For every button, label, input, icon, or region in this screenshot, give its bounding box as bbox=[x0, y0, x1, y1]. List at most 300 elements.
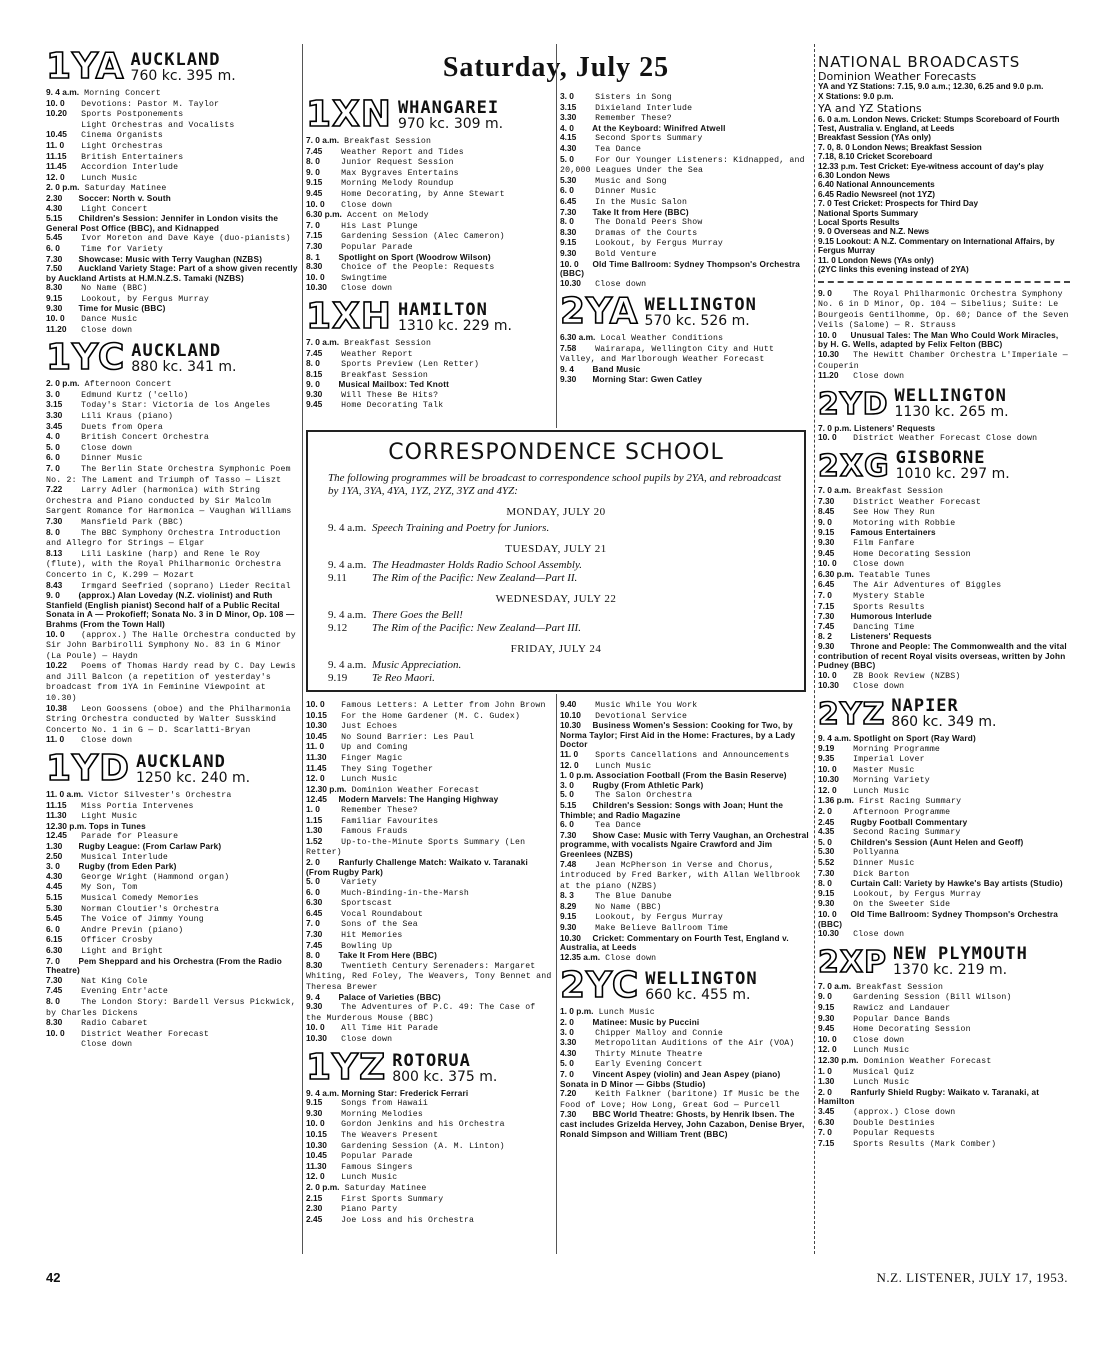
programme-item bbox=[46, 162, 298, 173]
programme-title: Sports Results (Mark Comber) bbox=[848, 1139, 997, 1149]
programme-time: 7. 0 bbox=[306, 219, 320, 230]
programme-time: 11.45 bbox=[46, 161, 67, 172]
programme-title: Close down bbox=[848, 372, 905, 382]
programme-title: Variety bbox=[336, 878, 377, 888]
station-header bbox=[306, 1046, 554, 1088]
programme-title: Show Case: Music with Terry Vaughan, an Orchestral programme, with vocalists Ngaire Crawford and Jim Greenlees (NZBS) bbox=[560, 830, 809, 859]
programme-item bbox=[560, 144, 810, 155]
programme-item bbox=[306, 359, 554, 370]
programme-item bbox=[306, 231, 554, 242]
programme-time: 6.45 bbox=[818, 579, 835, 590]
programme-time: 7.30 bbox=[306, 929, 323, 940]
programme-item bbox=[306, 909, 554, 920]
programme-item bbox=[306, 390, 554, 401]
programme-title: Bowling Up bbox=[336, 941, 393, 951]
programme-title: Popular Parade bbox=[336, 1152, 413, 1162]
programme-title: Throne and People: The Commonwealth and the vital contribution of recent Royal visits overseas, written by John Pudney (BBC) bbox=[818, 641, 1067, 671]
programme-time: 7.30 bbox=[306, 240, 323, 251]
programme-time: 9. 0 bbox=[306, 166, 320, 177]
programme-item bbox=[306, 1130, 554, 1141]
programme-title: Curtain Call: Variety by Hawke's Bay artists (Studio) bbox=[848, 879, 1063, 889]
programme-item bbox=[560, 103, 810, 114]
programme-item bbox=[306, 993, 554, 1003]
programme-title: Take It From Here (BBC) bbox=[336, 951, 438, 961]
programme-item bbox=[818, 1077, 1070, 1088]
programme-title: Spotlight on Sport (Woodrow Wilson) bbox=[336, 252, 491, 262]
programme-item bbox=[560, 249, 810, 260]
programme-time: 5.30 bbox=[560, 174, 577, 185]
programme-time: 7. 0 a.m. bbox=[306, 336, 340, 347]
programme-time: 10.22 bbox=[46, 660, 67, 671]
programme-item bbox=[818, 622, 1070, 633]
station-block bbox=[306, 94, 554, 294]
programme-title: Dixieland Interlude bbox=[590, 103, 693, 113]
national-item: 6.40 National Announcements bbox=[818, 180, 935, 190]
programme-title: Popular Dance Bands bbox=[848, 1014, 951, 1024]
programme-time: 10. 0 bbox=[306, 198, 325, 209]
station-city: WHANGAREI bbox=[397, 98, 500, 118]
programme-item bbox=[306, 189, 554, 200]
programme-time: 12.30 p.m. bbox=[818, 1054, 859, 1065]
station-header bbox=[818, 943, 1070, 980]
programme-title: (approx.) Close down bbox=[848, 1107, 956, 1117]
programme-time: 1.30 bbox=[46, 841, 63, 851]
programme-title: Devotional Service bbox=[590, 711, 688, 721]
programme-item bbox=[306, 210, 554, 221]
programme-title: See How They Run bbox=[848, 508, 935, 518]
programme-time: 5.45 bbox=[46, 913, 63, 924]
programme-title: Lili Laskine (harp) and Rene le Roy (flute), with the Royal Philharmonic Orchestra Concerto in C, K.299 — Mozart bbox=[46, 549, 282, 580]
programme-item bbox=[46, 294, 298, 305]
programme-title: My Son, Tom bbox=[76, 883, 138, 893]
programme-title: His Last Plunge bbox=[336, 221, 418, 231]
programme-time: 11. 0 bbox=[46, 734, 65, 745]
programme-title: Mansfield Park (BBC) bbox=[76, 517, 184, 527]
programme-time: 5.15 bbox=[46, 891, 63, 902]
programme-time: 9. 4 bbox=[560, 364, 574, 375]
programme-item bbox=[306, 253, 554, 263]
programme-title: Close down bbox=[336, 284, 393, 294]
column-rule bbox=[302, 44, 303, 1254]
programme-item bbox=[46, 485, 298, 517]
correspondence-title: CORRESPONDENCE SCHOOL bbox=[388, 440, 724, 465]
programme-item bbox=[306, 200, 554, 211]
programme-title: Modern Marvels: The Hanging Highway bbox=[336, 795, 499, 805]
programme-time: 5.45 bbox=[46, 232, 63, 243]
programme-item bbox=[306, 742, 554, 753]
programme-title: Film Fanfare bbox=[848, 539, 915, 548]
programme-title: Soccer: North v. South bbox=[76, 193, 171, 203]
programme-title: Sports Results bbox=[848, 602, 925, 612]
programme-title: Chipper Malloy and Connie bbox=[590, 1028, 723, 1038]
programme-time: 12. 0 bbox=[306, 773, 325, 784]
programme-item bbox=[560, 934, 810, 953]
programme-time: 7.50 bbox=[46, 263, 63, 274]
programme-item bbox=[818, 1003, 1070, 1014]
station-header bbox=[46, 46, 298, 87]
programme-title: Metropolitan Auditions of the Air (VOA) bbox=[590, 1039, 795, 1049]
programme-item bbox=[818, 858, 1070, 869]
programme-time: 6.30 bbox=[306, 897, 323, 908]
programme-time: 7. 0 a.m. bbox=[306, 135, 340, 145]
programme-title: Close down bbox=[848, 930, 905, 940]
programme-time: 9.15 bbox=[818, 527, 835, 538]
programme-time: 2.30 bbox=[46, 192, 63, 203]
programme-title: Morning Star: Gwen Catley bbox=[590, 374, 703, 384]
programme-time: 3. 0 bbox=[560, 779, 574, 790]
programme-title: Double Destinies bbox=[848, 1118, 935, 1128]
programme-time: 3. 0 bbox=[560, 91, 574, 101]
programme-title: The Hewitt Chamber Orchestra L'Imperiale — Couperin bbox=[818, 351, 1068, 371]
programme-item bbox=[306, 1215, 554, 1226]
programme-title: Spotlight on Sport (Ray Ward) bbox=[851, 733, 976, 743]
programme-item bbox=[46, 852, 298, 863]
programme-item bbox=[818, 744, 1070, 755]
programme-time: 10. 0 bbox=[306, 699, 325, 709]
programme-title: Miss Portia Intervenes bbox=[76, 801, 194, 811]
programme-title: Thirty Minute Theatre bbox=[590, 1049, 703, 1059]
correspondence-item bbox=[328, 609, 784, 622]
programme-item bbox=[560, 711, 810, 722]
programme-title: Morning Variety bbox=[848, 776, 930, 786]
programme-title: Second Racing Summary bbox=[848, 828, 961, 838]
programme-time: 6.15 bbox=[46, 934, 63, 945]
programme-title: Make Believe Ballroom Time bbox=[590, 924, 729, 934]
programme-item bbox=[46, 735, 298, 746]
programme-time: 12.45 bbox=[306, 794, 327, 805]
programme-title: Musical Interlude bbox=[76, 852, 169, 862]
national-item: Local Sports Results bbox=[818, 218, 900, 228]
station-city: GISBORNE bbox=[895, 448, 986, 469]
programme-time: 12.45 bbox=[46, 830, 67, 841]
programme-item bbox=[818, 775, 1070, 786]
programme-title: Leon Goossens (oboe) and the Philharmonia String Orchestra conducted by Walter Susskind Concerto No. 1 in G — D. Scarlatti-Bryan bbox=[46, 704, 291, 735]
programme-title: Norman Cloutier's Orchestra bbox=[76, 904, 220, 914]
programme-time: 1.30 bbox=[818, 1076, 835, 1087]
programme-time: 8.43 bbox=[46, 579, 63, 590]
programme-time: 9.45 bbox=[306, 187, 323, 198]
programme-time: 10.30 bbox=[306, 1139, 327, 1150]
programme-item bbox=[818, 591, 1070, 602]
programme-time: 8. 0 bbox=[306, 156, 320, 167]
national-item: (2YC links this evening instead of 2YA) bbox=[818, 265, 969, 275]
programme-time: 3.45 bbox=[46, 420, 63, 431]
programme-title: Familiar Favourites bbox=[336, 816, 439, 826]
programme-title: Listeners' Requests bbox=[851, 423, 936, 433]
programme-title: Radio Cabaret bbox=[76, 1019, 148, 1029]
programme-time: 12.35 a.m. bbox=[560, 951, 601, 962]
programme-time: 12. 0 bbox=[560, 759, 579, 770]
programme-title: The Berlin State Orchestra Symphonic Poem No. 2: The Lament and Triumph of Tasso — Liszt bbox=[46, 465, 291, 485]
station-city: AUCKLAND bbox=[130, 50, 221, 70]
programme-item bbox=[560, 113, 810, 124]
programme-title: Duets from Opera bbox=[76, 422, 163, 432]
programme-item bbox=[818, 518, 1070, 529]
programme-time: 4.30 bbox=[560, 142, 577, 153]
programme-title: Close down bbox=[76, 325, 133, 335]
programme-title: In the Music Salon bbox=[590, 197, 688, 207]
programme-item bbox=[306, 1151, 554, 1162]
programme-item bbox=[46, 204, 298, 215]
programme-item bbox=[818, 1088, 1070, 1107]
programme-time: 8. 1 bbox=[306, 251, 320, 262]
programme-item bbox=[46, 99, 298, 110]
programme-title: First Racing Summary bbox=[853, 797, 962, 807]
programme-item bbox=[818, 350, 1070, 371]
programme-item bbox=[46, 152, 298, 163]
programme-time: 3.15 bbox=[46, 399, 63, 410]
programme-time: 9. 4 bbox=[306, 991, 320, 1002]
programme-time: 1. 0 p.m. bbox=[560, 1006, 594, 1017]
programme-time: 3.30 bbox=[560, 112, 577, 123]
programme-title: Auckland Variety Stage: Part of a show given recently by Auckland Artists at H.M.N.Z.S. Tamaki (NZBS) bbox=[46, 264, 298, 283]
programme-title: Remember These? bbox=[336, 805, 418, 815]
programme-title: Dinner Music bbox=[848, 859, 915, 869]
correspondence-item bbox=[328, 572, 784, 585]
programme-time: 7.30 bbox=[46, 974, 63, 985]
programme-title: Vincent Aspey (violin) and Jean Aspey (piano) Sonata in D Minor — Gibbs (Studio) bbox=[560, 1070, 781, 1089]
programme-time: 7.15 bbox=[306, 230, 323, 241]
programme-time: 3.30 bbox=[46, 410, 63, 421]
programme-title: No Name (BBC) bbox=[76, 284, 148, 294]
programme-title: Sisters in Song bbox=[590, 93, 672, 102]
programme-item bbox=[818, 910, 1070, 929]
correspondence-time: 9. 4 a.m. bbox=[328, 659, 367, 671]
programme-item bbox=[46, 88, 298, 99]
programme-title: Saturday Matinee bbox=[79, 184, 167, 194]
programme-title: British Concert Orchestra bbox=[76, 433, 209, 443]
national-item: National Sports Summary bbox=[818, 208, 919, 218]
programme-item bbox=[46, 453, 298, 464]
programme-time: 10. 0 bbox=[306, 1022, 325, 1033]
programme-item bbox=[306, 888, 554, 899]
programme-item bbox=[818, 1107, 1070, 1118]
programme-title: Close down bbox=[76, 443, 133, 453]
programme-item bbox=[560, 1110, 810, 1139]
programme-item bbox=[818, 818, 1070, 828]
programme-item bbox=[560, 902, 810, 913]
programme-title: Famous Singers bbox=[336, 1162, 413, 1172]
programme-title: Close down bbox=[590, 279, 647, 289]
programme-time: 6. 0 bbox=[46, 452, 60, 463]
programme-title: Much-Binding-in-the-Marsh bbox=[336, 888, 469, 898]
station-block bbox=[818, 385, 1070, 444]
programme-title: Accent on Melody bbox=[341, 211, 429, 221]
programme-time: 12.30 p.m. bbox=[46, 820, 87, 831]
programme-item bbox=[46, 173, 298, 184]
programme-time: 11.30 bbox=[306, 751, 327, 762]
programme-title: Breakfast Session bbox=[339, 137, 432, 146]
programme-title: Will These Be Hits? bbox=[336, 390, 439, 400]
programme-time: 10.30 bbox=[306, 720, 327, 731]
programme-item bbox=[46, 893, 298, 904]
programme-item bbox=[46, 1029, 298, 1040]
station-block bbox=[818, 943, 1070, 1150]
programme-title: Morning Melodies bbox=[336, 1109, 423, 1119]
programme-item bbox=[818, 1139, 1070, 1150]
station-call-sign: 1XH bbox=[306, 295, 392, 337]
programme-item bbox=[818, 1056, 1070, 1067]
programme-item bbox=[46, 957, 298, 976]
programme-time: 9.15 bbox=[306, 177, 323, 188]
column-2-lower bbox=[306, 700, 554, 1225]
programme-time: 10. 0 bbox=[306, 271, 325, 282]
programme-item bbox=[560, 1070, 810, 1089]
programme-item bbox=[560, 1059, 810, 1070]
programme-time: 6.30 p.m. bbox=[818, 568, 854, 579]
programme-time: 7.45 bbox=[818, 620, 835, 631]
correspondence-title: There Goes the Bell! bbox=[372, 609, 463, 621]
programme-time: 11. 0 bbox=[306, 741, 325, 752]
programme-time: 6.30 p.m. bbox=[306, 209, 342, 220]
correspondence-item bbox=[328, 522, 784, 535]
national-item: 7.18, 8.10 Cricket Scoreboard bbox=[818, 152, 933, 162]
programme-item bbox=[306, 1162, 554, 1173]
programme-item bbox=[306, 1204, 554, 1215]
programme-time: 10.15 bbox=[306, 709, 327, 720]
national-item: 7. 0, 8. 0 London News; Breakfast Session bbox=[818, 142, 982, 152]
programme-item bbox=[560, 365, 810, 375]
programme-item bbox=[818, 602, 1070, 613]
programme-title: Lookout, by Fergus Murray bbox=[848, 889, 981, 899]
programme-title: Master Music bbox=[848, 765, 915, 775]
programme-item bbox=[46, 882, 298, 893]
programme-title: Lunch Music bbox=[848, 1078, 910, 1088]
national-item: 6.30 London News bbox=[818, 171, 890, 181]
programme-item bbox=[306, 147, 554, 158]
programme-title: Dominion Weather Forecast bbox=[858, 1056, 992, 1066]
programme-time: 2.15 bbox=[306, 1192, 323, 1203]
station-header bbox=[46, 337, 298, 379]
programme-item bbox=[560, 1018, 810, 1028]
programme-time: 3. 0 bbox=[560, 1026, 574, 1037]
programme-title: All Time Hit Parade bbox=[336, 1024, 439, 1034]
programme-title: Ivor Moreton and Dave Kaye (duo-pianists) bbox=[76, 234, 291, 244]
programme-title: Light Concert bbox=[76, 204, 148, 214]
programme-title: Music and Song bbox=[590, 176, 667, 186]
programme-title: Dance Music bbox=[76, 315, 138, 325]
programme-item bbox=[306, 380, 554, 390]
station-header bbox=[306, 295, 554, 337]
programme-item bbox=[560, 912, 810, 923]
programme-time: 8. 0 bbox=[306, 950, 320, 961]
programme-item bbox=[46, 283, 298, 294]
programme-title: Wairarapa, Wellington City and Hutt Valley, and Marlborough Weather Forecast bbox=[560, 344, 775, 365]
programme-time: 9.15 bbox=[818, 1001, 835, 1012]
programme-item bbox=[560, 333, 810, 344]
programme-title: Close down bbox=[76, 1040, 133, 1050]
programme-time: 10. 0 bbox=[818, 669, 837, 680]
programme-time: 1.52 bbox=[306, 835, 323, 846]
programme-item bbox=[818, 899, 1070, 910]
programme-item bbox=[306, 370, 554, 381]
programme-time: 7.30 bbox=[560, 829, 577, 840]
programme-title: Sportscast bbox=[336, 899, 393, 909]
programme-item bbox=[560, 771, 810, 781]
programme-title: Lunch Music bbox=[336, 775, 398, 785]
programme-time: 11.45 bbox=[306, 762, 327, 773]
programme-title: Morning Programme bbox=[848, 744, 941, 754]
programme-title: Morning Star: Frederick Ferrari bbox=[339, 1088, 469, 1098]
station-call-sign: 1YD bbox=[46, 748, 130, 790]
programme-item bbox=[818, 580, 1070, 591]
programme-title: Lili Kraus (piano) bbox=[76, 412, 174, 422]
programme-item bbox=[306, 721, 554, 732]
national-item: 12.33 p.m. Test Cricket: Eye-witness account of day's play bbox=[818, 161, 1044, 171]
programme-time: 7.15 bbox=[818, 600, 835, 611]
programme-title: On the Sweeter Side bbox=[848, 900, 951, 910]
programme-title: Ranfurly Shield Rugby: Waikato v. Taranaki, at Hamilton bbox=[818, 1087, 1040, 1107]
page-date-title: Saturday, July 25 bbox=[442, 52, 670, 83]
programme-item bbox=[46, 630, 298, 662]
programme-item bbox=[306, 1109, 554, 1120]
programme-time: 10.45 bbox=[46, 129, 67, 140]
programme-item bbox=[560, 375, 810, 385]
programme-item bbox=[46, 233, 298, 244]
programme-title: The Royal Philharmonic Orchestra Symphony No. 6 in D Minor, Op. 104 — Sibelius; Suite: Le Bourgeois Gentilhomme, Op. 60; Dance of the Seven Veils (Salome) — R. Strauss bbox=[818, 289, 1069, 331]
programme-title: Remember These? bbox=[590, 114, 672, 124]
programme-time: 9. 4 a.m. bbox=[306, 1087, 340, 1098]
programme-time: 10. 0 bbox=[818, 558, 837, 569]
station-block bbox=[306, 1046, 554, 1226]
programme-item bbox=[306, 283, 554, 294]
programme-time: 10.30 bbox=[818, 349, 839, 360]
programme-item bbox=[46, 704, 298, 736]
programme-title: Breakfast Session bbox=[339, 338, 432, 348]
programme-item bbox=[560, 155, 810, 176]
programme-title: Swingtime bbox=[336, 273, 388, 283]
programme-time: 2. 0 bbox=[818, 806, 832, 817]
national-title: NATIONAL BROADCASTS bbox=[818, 53, 1021, 71]
programme-title: Today's Star: Victoria de los Angeles bbox=[76, 401, 271, 411]
programme-time: 3.15 bbox=[560, 101, 577, 112]
programme-title: ZB Book Review (NZBS) bbox=[848, 671, 961, 681]
programme-time: 11. 0 a.m. bbox=[46, 789, 84, 800]
column-4 bbox=[818, 44, 1070, 1149]
programme-title: For Our Younger Listeners: Kidnapped, and 20,000 Leagues Under the Sea bbox=[560, 155, 805, 176]
programme-title: Lunch Music bbox=[848, 1046, 910, 1056]
programme-title: Cricket: Commentary on Fourth Test, England v. Australia, at Leeds bbox=[560, 933, 789, 953]
correspondence-title: Te Reo Maori. bbox=[372, 672, 435, 684]
programme-item bbox=[306, 919, 554, 930]
programme-title: Lunch Music bbox=[336, 1173, 398, 1183]
correspondence-time: 9.19 bbox=[328, 672, 348, 684]
programme-title: Showcase: Music with Terry Vaughan (NZBS) bbox=[76, 254, 263, 264]
correspondence-school-box bbox=[306, 430, 806, 692]
programme-title: They Sing Together bbox=[336, 764, 434, 774]
programme-title: Close down bbox=[848, 1035, 905, 1045]
programme-item bbox=[560, 238, 810, 249]
programme-time: 12. 0 bbox=[818, 1044, 837, 1055]
programme-title: Accordion Interlude bbox=[76, 163, 179, 173]
column-2 bbox=[306, 92, 554, 411]
correspondence-day: FRIDAY, JULY 24 bbox=[510, 643, 602, 655]
station-frequency: 800 kc. 375 m. bbox=[392, 1068, 498, 1085]
programme-title: Rugby (from Eden Park) bbox=[76, 862, 177, 872]
programme-item bbox=[46, 1039, 298, 1050]
programme-title: Popular Parade bbox=[336, 242, 413, 252]
station-block bbox=[46, 46, 298, 335]
programme-time: 7. 0 bbox=[818, 589, 832, 600]
programme-time: 9. 0 bbox=[818, 991, 832, 1002]
programme-time: 8. 3 bbox=[560, 890, 574, 901]
programme-time: 9.30 bbox=[560, 373, 577, 384]
national-text: YA and YZ Stations: 7.15, 9.0 a.m.; 12.30, 6.25 and 9.0 p.m. bbox=[818, 82, 1044, 92]
programme-title: Children's Session: Songs with Joan; Hunt the Thimble; and Radio Magazine bbox=[560, 800, 784, 820]
programme-time: 9.30 bbox=[46, 303, 63, 314]
station-city: WELLINGTON bbox=[644, 295, 757, 316]
programme-title: The Donald Peers Show bbox=[590, 218, 703, 228]
